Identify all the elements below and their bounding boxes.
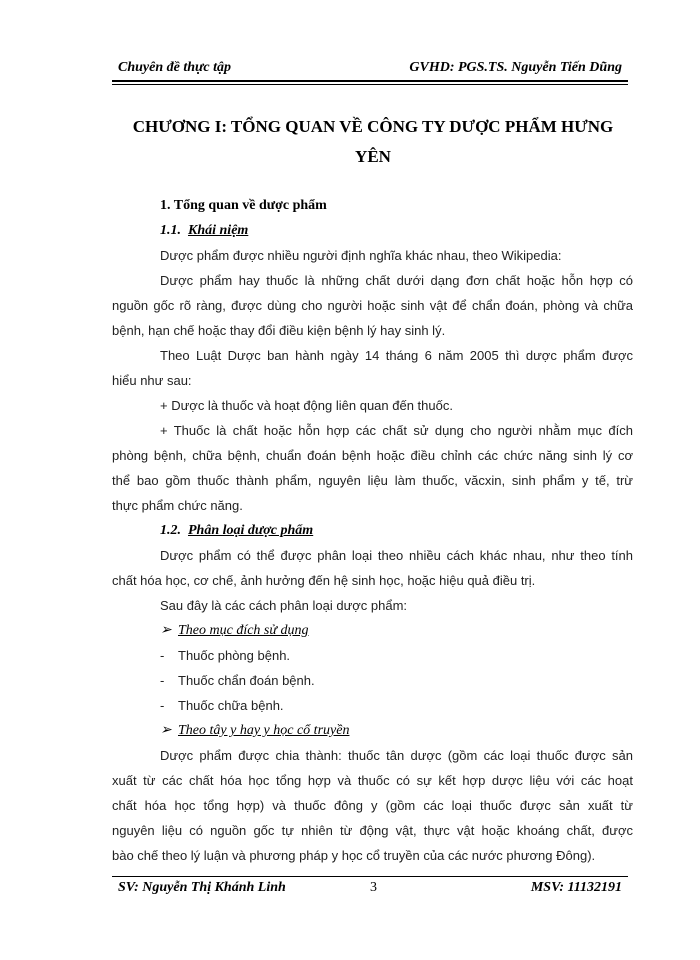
chapter-title-line2: YÊN <box>355 147 391 166</box>
paragraph-line: bào chế theo lý luận và phương pháp y học cổ truyền của các nước phương Đông). <box>112 848 596 863</box>
header-supervisor: GVHD: PGS.TS. Nguyễn Tiến Dũng <box>409 60 622 75</box>
footer-student-name: SV: Nguyễn Thị Khánh Linh <box>118 880 286 895</box>
subsection-number: 1.2. <box>160 523 181 538</box>
footer-rule <box>112 876 628 877</box>
paragraph-line: xuất từ các chất hóa học tổng hợp và thuốc có sự kết hợp dược liệu với các hoạt <box>112 773 633 788</box>
header-course-title: Chuyên đề thực tập <box>118 60 232 75</box>
header-rule <box>112 80 628 82</box>
subsection-title: Phân loại dược phẩm <box>188 523 314 538</box>
paragraph-line: + Thuốc là chất hoặc hỗn hợp các chất sử dụng cho người nhằm mục đích <box>160 423 633 438</box>
paragraph-line: Dược phẩm được chia thành: thuốc tân dược (gồm các loại thuốc được sản <box>160 748 633 763</box>
page-footer <box>112 880 628 902</box>
paragraph-line: thể bao gồm thuốc thành phẩm, nguyên liệu làm thuốc, văcxin, sinh phẩm y tế, trừ <box>112 473 633 488</box>
paragraph-line: Theo Luật Dược ban hành ngày 14 tháng 6 năm 2005 thì dược phẩm được <box>160 348 633 363</box>
paragraph-line: Dược phẩm được nhiều người định nghĩa khác nhau, theo Wikipedia: <box>160 248 562 263</box>
paragraph-line: nguồn gốc rõ ràng, được dùng cho người hoặc sinh vật để chẩn đoán, phòng và chữa <box>112 298 633 313</box>
arrow-bullet-icon: ➢ <box>160 623 172 638</box>
arrow-bullet-icon: ➢ <box>160 723 172 738</box>
subsection-number: 1.1. <box>160 223 181 238</box>
bullet-group-purpose <box>160 621 309 641</box>
list-item <box>160 696 284 716</box>
list-item <box>160 671 315 691</box>
paragraph-line: bệnh, hạn chế hoặc thay đổi điều kiện bệnh lý hay sinh lý. <box>112 323 446 338</box>
paragraph-line: nguyên liệu có nguồn gốc tự nhiên từ động vật, thực vật hoặc khoáng chất, được <box>112 823 633 838</box>
paragraph-line: chất hóa học tổng hợp) và thuốc đông y (gồm các loại thuốc được sản xuất từ <box>112 798 633 813</box>
footer-student-id: MSV: 11132191 <box>530 880 622 895</box>
dash-bullet-icon: - <box>160 673 165 688</box>
page-number: 3 <box>370 880 377 895</box>
chapter-title-line1: CHƯƠNG I: TỔNG QUAN VỀ CÔNG TY DƯỢC PHẨM HƯNG <box>132 117 614 136</box>
paragraph-line: phòng bệnh, chữa bệnh, chuẩn đoán bệnh hoặc điều chỉnh các chức năng sinh lý cơ <box>112 448 633 463</box>
subsection-heading-1-1 <box>160 221 248 241</box>
bullet-group-label: Theo tây y hay y học cổ truyền <box>178 723 350 738</box>
dash-bullet-icon: - <box>160 648 165 663</box>
paragraph-line: + Dược là thuốc và hoạt động liên quan đến thuốc. <box>160 398 453 413</box>
list-item-text: Thuốc chẩn đoán bệnh. <box>178 673 315 688</box>
paragraph-line: thực phẩm chức năng. <box>112 498 243 513</box>
paragraph-line: hiểu như sau: <box>112 373 192 388</box>
paragraph-line: Sau đây là các cách phân loại dược phẩm: <box>160 598 408 613</box>
dash-bullet-icon: - <box>160 698 165 713</box>
chapter-title <box>110 112 636 172</box>
subsection-heading-1-2 <box>160 521 313 541</box>
subsection-title: Khái niệm <box>188 223 249 238</box>
list-item <box>160 646 290 666</box>
section-heading: 1. Tổng quan về dược phẩm <box>160 198 327 213</box>
bullet-group-label: Theo mục đích sử dụng <box>178 623 309 638</box>
list-item-text: Thuốc chữa bệnh. <box>178 698 284 713</box>
paragraph-line: Dược phẩm có thể được phân loại theo nhiều cách khác nhau, như theo tính <box>160 548 633 563</box>
bullet-group-medicine-type <box>160 721 349 741</box>
list-item-text: Thuốc phòng bệnh. <box>178 648 291 663</box>
header-rule-thin <box>112 84 628 85</box>
paragraph-line: Dược phẩm hay thuốc là những chất dưới dạng đơn chất hoặc hỗn hợp có <box>160 273 633 288</box>
paragraph-line: chất hóa học, cơ chế, ảnh hưởng đến hệ sinh học, hoặc hiệu quả điều trị. <box>112 573 536 588</box>
page-header <box>112 58 628 80</box>
